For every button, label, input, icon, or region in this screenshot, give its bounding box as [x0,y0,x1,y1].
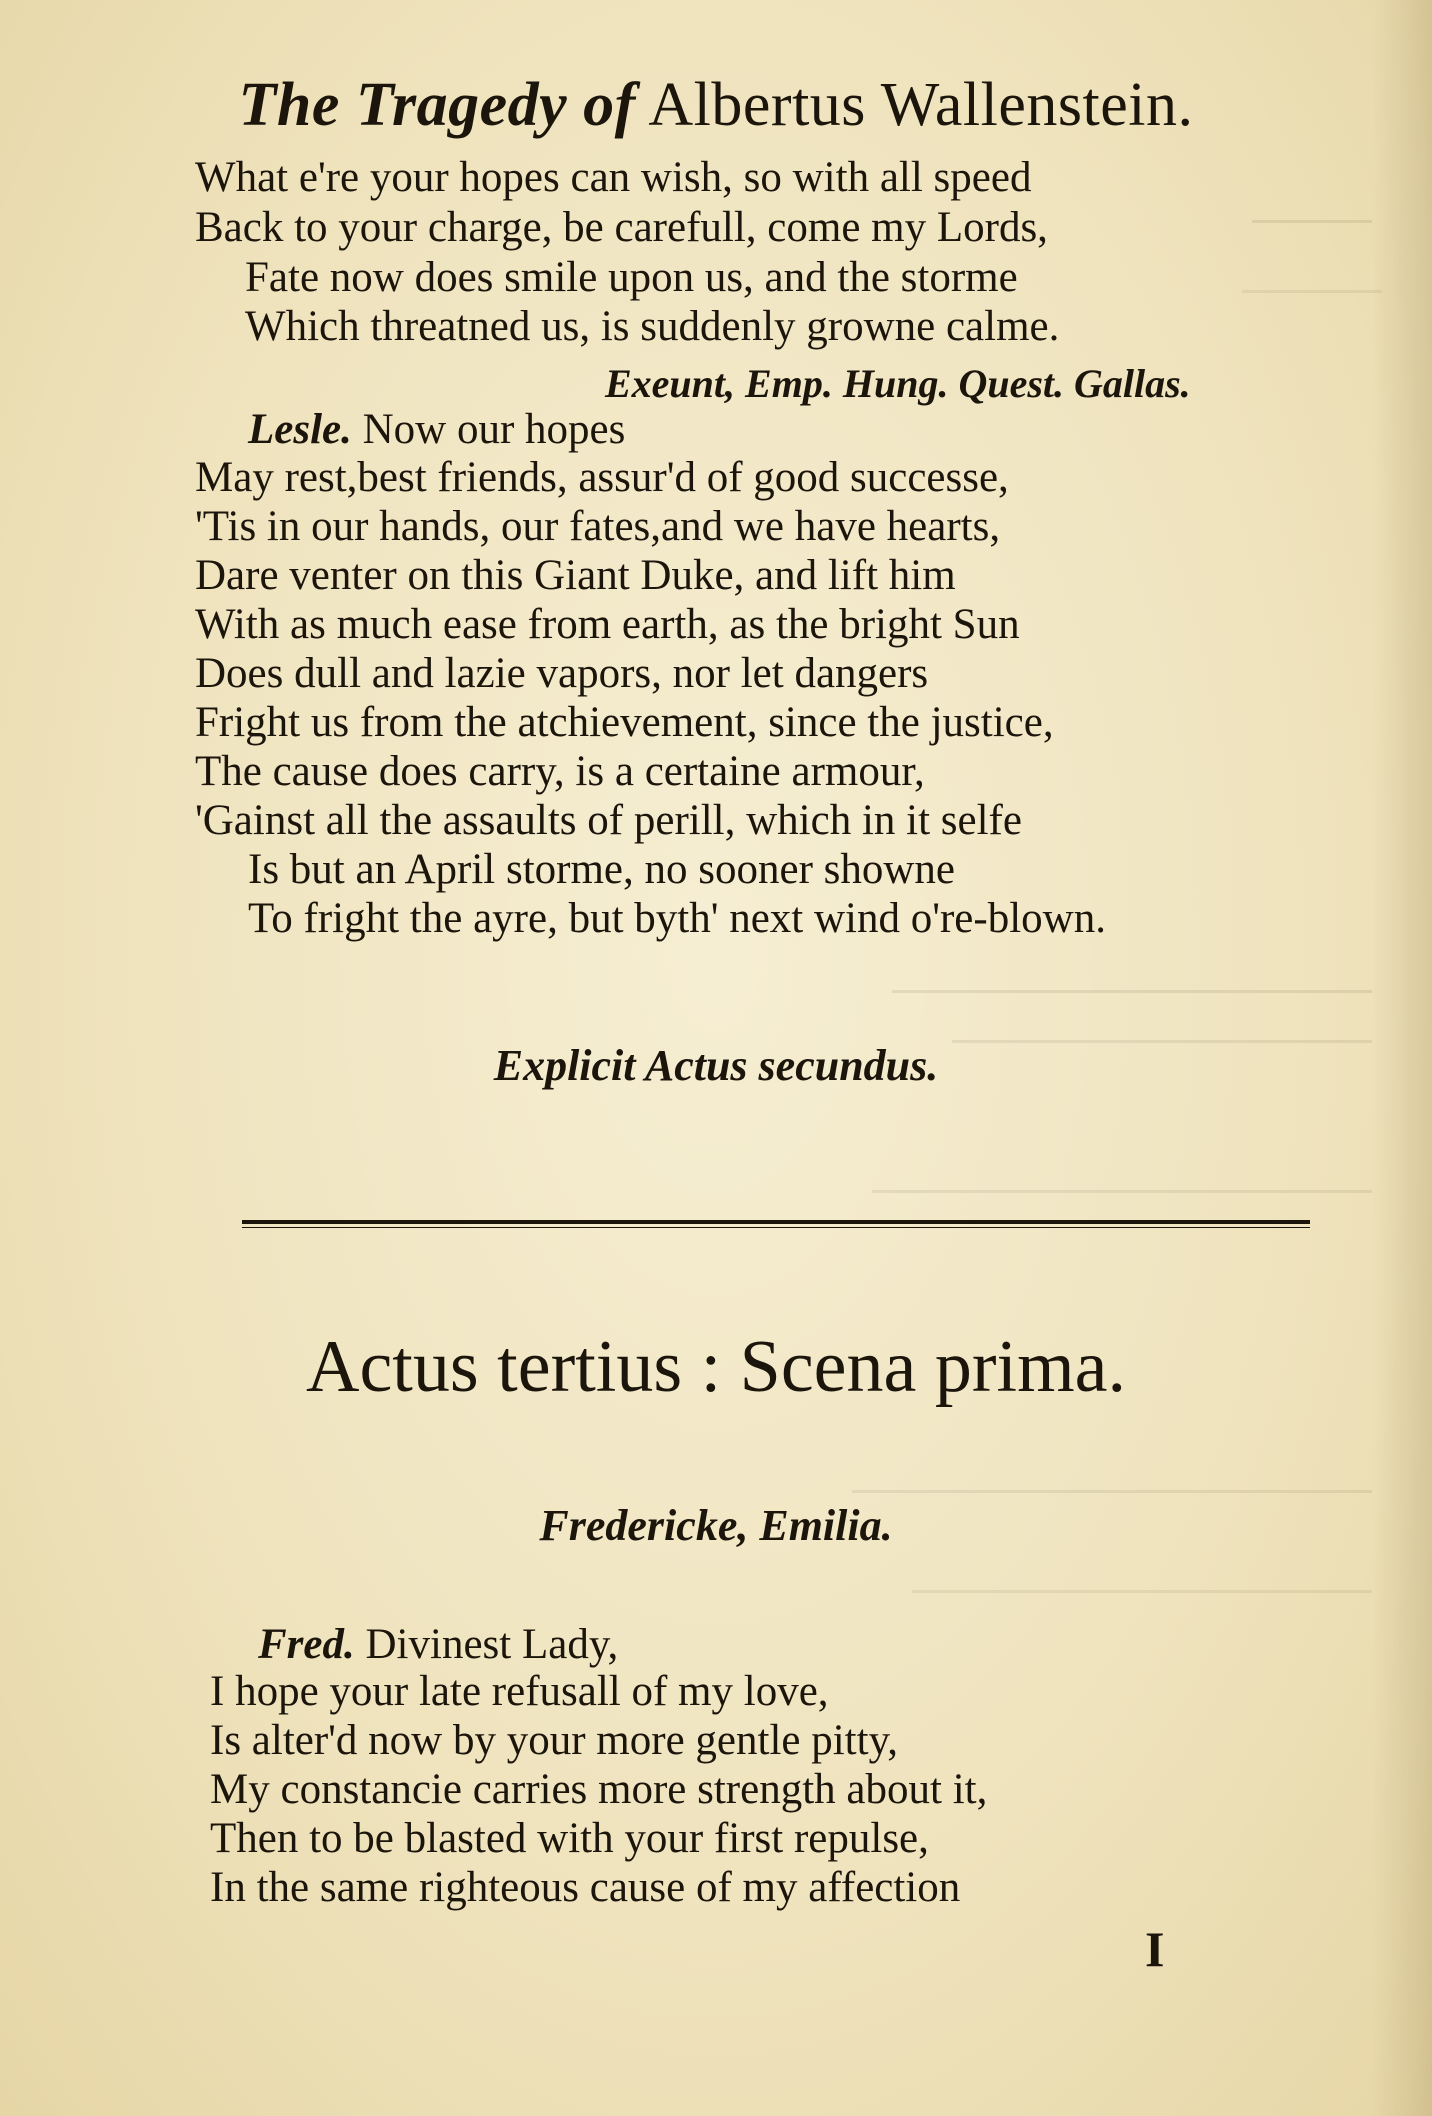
verse-line: My constancie carries more strength about it, [210,1766,988,1813]
catchword: I [1145,1921,1165,1977]
verse-line: Then to be blasted with your first repulse, [210,1815,929,1862]
verse-line: May rest,best friends, assur'd of good successe, [195,454,1009,501]
verse-line: What e're your hopes can wish, so with all speed [195,154,1032,201]
running-head [0,70,1432,141]
verse-line: Does dull and lazie vapors, nor let dangers [195,650,929,697]
running-head-roman: Albertus Wallenstein. [648,71,1194,139]
verse-line: Dare venter on this Giant Duke, and lift him [195,552,956,599]
verse-line: I hope your late refusall of my love, [210,1668,829,1715]
verse-line: Back to your charge, be carefull, come my Lords, [195,204,1048,251]
verse-line: The cause does carry, is a certaine armour, [195,748,925,795]
verse-line: In the same righteous cause of my affection [210,1864,961,1911]
act-title: Actus tertius : Scena prima. [306,1326,1126,1408]
speech-first-line [258,1620,618,1669]
verse-line: With as much ease from earth, as the bright Sun [195,601,1020,648]
verse-line: Fright us from the atchievement, since the justice, [195,699,1054,746]
verse-line: 'Tis in our hands, our fates,and we have hearts, [195,503,1001,550]
section-rule [242,1220,1310,1228]
verse-line: 'Gainst all the assaults of perill, which in it selfe [195,797,1022,844]
speech-opening: Now our hopes [362,406,626,453]
persons-entering: Fredericke, Emilia. [539,1501,893,1550]
verse-line: Is but an April storme, no sooner showne [248,846,956,893]
verse-line: To fright the ayre, but byth' next wind o're-blown. [248,895,1106,942]
stage-direction-exeunt: Exeunt, Emp. Hung. Quest. Gallas. [605,361,1191,406]
speaker-name: Fred. [258,1621,355,1668]
verse-line: Fate now does smile upon us, and the storme [245,254,1018,301]
verse-line: Which threatned us, is suddenly growne calme. [245,303,1060,350]
explicit-actus: Explicit Actus secundus. [493,1041,939,1090]
speech-first-line [248,405,625,454]
speaker-name: Lesle. [248,406,352,453]
speech-opening: Divinest Lady, [365,1621,619,1668]
running-head-italic: The Tragedy of [238,71,636,139]
verse-line: Is alter'd now by your more gentle pitty, [210,1717,899,1764]
